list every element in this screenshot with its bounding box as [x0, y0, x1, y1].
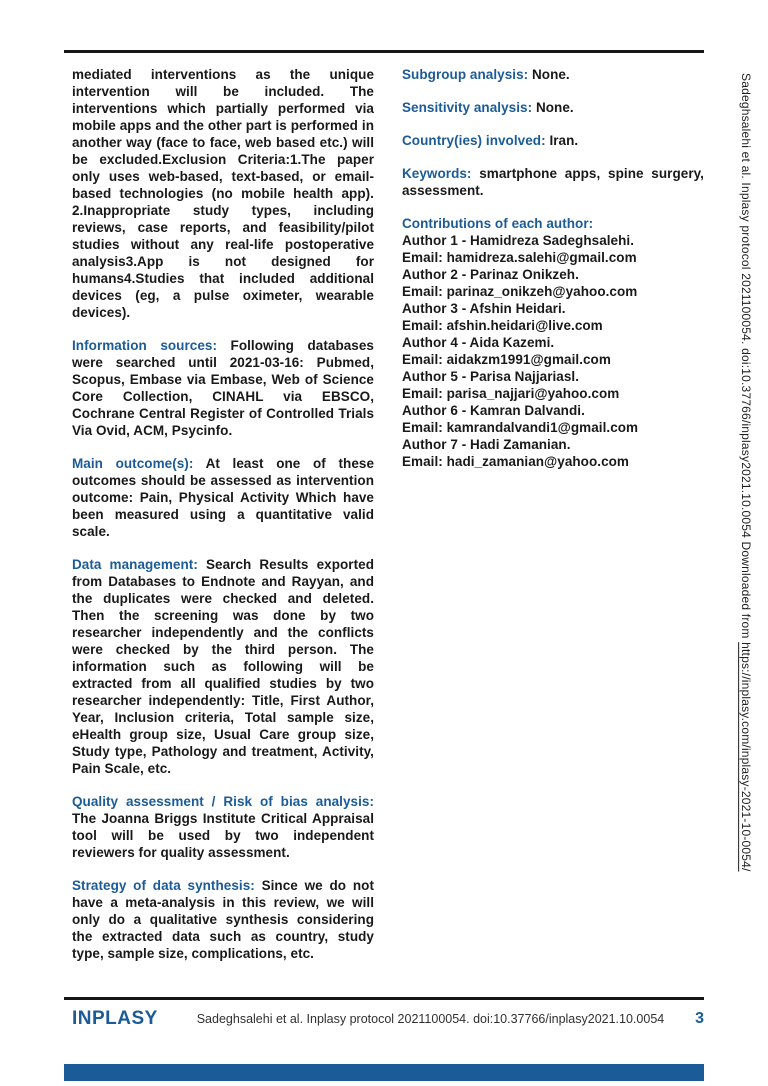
section-body: None.	[531, 67, 570, 82]
protocol-section-strategy-of-data-synthesis	[72, 877, 374, 962]
protocol-section-quality-assessment	[72, 793, 374, 861]
section-heading: Country(ies) involved:	[402, 133, 546, 148]
footer	[72, 1008, 704, 1030]
section-heading: Keywords:	[402, 166, 472, 181]
two-column-body	[72, 66, 704, 994]
protocol-section-subgroup-analysis	[402, 66, 704, 83]
protocol-section-keywords	[402, 165, 704, 199]
author-email-line: Email: afshin.heidari@live.com	[402, 318, 603, 333]
author-email-line: Email: hamidreza.salehi@gmail.com	[402, 250, 637, 265]
protocol-section-continuation	[72, 66, 374, 321]
footer-rule	[64, 997, 704, 1000]
right-column	[402, 66, 704, 994]
section-body: Since we do not have a meta-analysis in this review, we will only do a qualitative synthesis considering the extracted data such as country, study type, sample size, complications, etc.	[72, 878, 374, 961]
section-heading: Subgroup analysis:	[402, 67, 529, 82]
protocol-section-contributions	[402, 215, 704, 470]
vertical-citation-sidebar	[739, 73, 753, 872]
inplasy-url-link[interactable]: https://inplasy.com/inplasy-2021-10-0054/	[739, 642, 753, 872]
section-heading: Quality assessment / Risk of bias analysis:	[72, 794, 374, 809]
section-body: The Joanna Briggs Institute Critical Appraisal tool will be used by two independent reviewers for quality assessment.	[72, 811, 374, 860]
protocol-section-countries-involved	[402, 132, 704, 149]
author-line: Author 7 - Hadi Zamanian.	[402, 437, 571, 452]
section-heading: Main outcome(s):	[72, 456, 194, 471]
section-body: At least one of these outcomes should be assessed as intervention outcome: Pain, Physical Activity Which have been measured using a quantitative valid scale.	[72, 456, 375, 539]
section-heading: Information sources:	[72, 338, 217, 353]
author-email-line: Email: parinaz_onikzeh@yahoo.com	[402, 284, 638, 299]
contributions-heading: Contributions of each author:	[402, 216, 594, 231]
page-number: 3	[695, 1010, 704, 1027]
author-line: Author 1 - Hamidreza Sadeghsalehi.	[402, 233, 635, 248]
section-body: Search Results exported from Databases to Endnote and Rayyan, and the duplicates were checked and deleted. Then the screening was done by two researcher independently and the conflicts were checked by the third person. The information such as following will be extracted from all qualified studies by two researcher independently: Title, First Author, Year, Inclusion criteria, Total sample size, eHealth group size, Usual Care group size, Study type, Pathology and treatment, Activity, Pain Scale, etc.	[72, 557, 374, 776]
section-body: smartphone apps, spine surgery, assessment.	[402, 166, 704, 198]
inplasy-logo: INPLASY	[72, 1008, 158, 1029]
protocol-section-data-management	[72, 556, 374, 777]
top-rule	[64, 50, 704, 53]
author-line: Author 2 - Parinaz Onikzeh.	[402, 267, 579, 282]
section-heading: Data management:	[72, 557, 198, 572]
footer-citation: Sadeghsalehi et al. Inplasy protocol 2021100054. doi:10.37766/inplasy2021.10.0054	[196, 1012, 665, 1026]
protocol-section-sensitivity-analysis	[402, 99, 704, 116]
section-heading: Sensitivity analysis:	[402, 100, 533, 115]
section-body: None.	[535, 100, 574, 115]
section-body: Iran.	[549, 133, 579, 148]
vertical-citation-text: Sadeghsalehi et al. Inplasy protocol 2021100054. doi:10.37766/inplasy2021.10.0054 Downloaded from	[739, 73, 753, 643]
author-email-line: Email: aidakzm1991@gmail.com	[402, 352, 611, 367]
author-email-line: Email: kamrandalvandi1@gmail.com	[402, 420, 639, 435]
author-email-line: Email: parisa_najjari@yahoo.com	[402, 386, 620, 401]
bottom-blue-bar	[64, 1064, 704, 1081]
protocol-section-information-sources	[72, 337, 374, 439]
author-line: Author 3 - Afshin Heidari.	[402, 301, 566, 316]
author-line: Author 6 - Kamran Dalvandi.	[402, 403, 585, 418]
author-line: Author 5 - Parisa Najjariasl.	[402, 369, 580, 384]
section-body: mediated interventions as the unique intervention will be included. The interventions which partially performed via mobile apps and the other part is performed in another way (face to face, web based etc.) will be excluded.Exclusion Criteria:1.The paper only uses web-based, text-based, or email-based technologies (no mobile health app). 2.Inappropriate study types, including reviews, case reports, and feasibility/pilot studies without any real-life postoperative analysis3.App is not designed for humans4.Studies that included additional devices (eg, a pulse oximeter, wearable devices).	[72, 67, 374, 320]
left-column	[72, 66, 374, 994]
section-heading: Strategy of data synthesis:	[72, 878, 255, 893]
author-line: Author 4 - Aida Kazemi.	[402, 335, 555, 350]
section-body: Following databases were searched until 2021-03-16: Pubmed, Scopus, Embase via Embase, Web of Science Core Collection, CINAHL via EBSCO, Cochrane Central Register of Controlled Trials Via Ovid, ACM, Psycinfo.	[72, 338, 374, 438]
protocol-section-main-outcomes	[72, 455, 374, 540]
author-email-line: Email: hadi_zamanian@yahoo.com	[402, 454, 629, 469]
